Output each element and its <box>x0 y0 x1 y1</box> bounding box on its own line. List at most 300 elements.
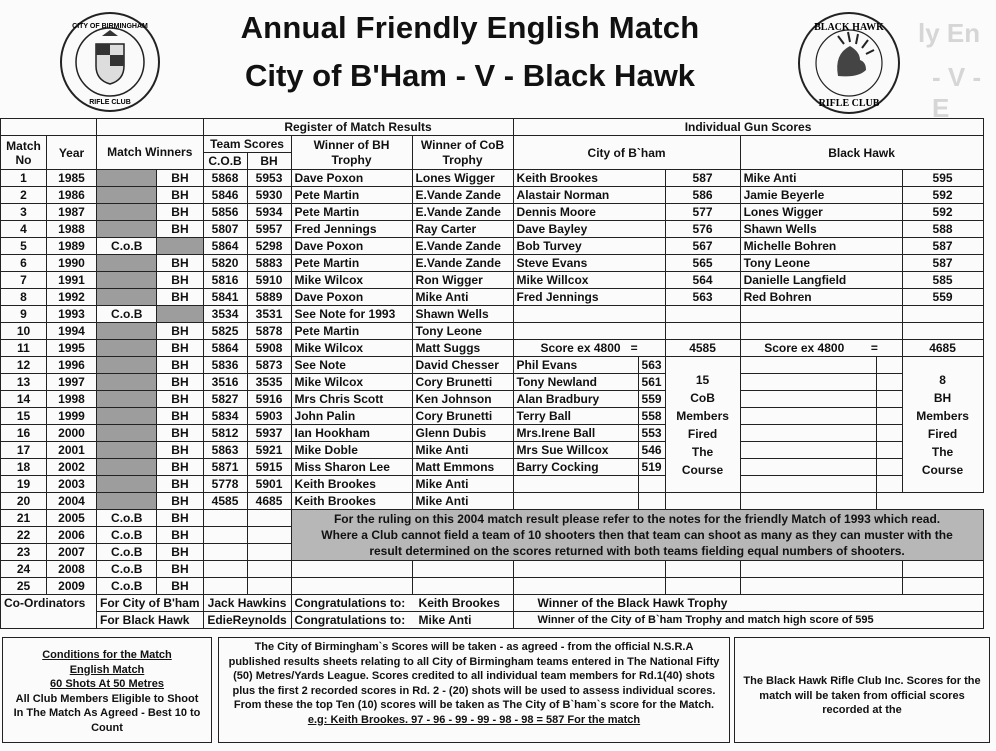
bh-trophy-winner-cell: Pete Martin <box>291 323 412 340</box>
bh-fired-line: The <box>931 444 954 459</box>
empty-cell <box>412 561 513 578</box>
bh-team-score-cell: 5930 <box>247 187 291 204</box>
empty-cell <box>513 306 665 323</box>
cob-team-score-cell: 5834 <box>203 408 247 425</box>
match-no-cell: 9 <box>1 306 47 323</box>
year-cell: 2009 <box>47 578 97 595</box>
cob-trophy-winner-cell: E.Vande Zande <box>412 255 513 272</box>
cob-individual-score: 586 <box>665 187 740 204</box>
winner-bh-cell: BH <box>157 561 203 578</box>
bh-fired-line: Course <box>921 462 964 477</box>
winner-bh-cell: BH <box>157 391 203 408</box>
rules-line: From these the top Ten (10) scores will be taken as The City of B`ham`s score for the Match. <box>233 699 715 711</box>
cob-team-score-cell: 5868 <box>203 170 247 187</box>
match-no-cell: 13 <box>1 374 47 391</box>
col-bh-score: BH <box>247 153 291 170</box>
cob-team-score-cell: 5827 <box>203 391 247 408</box>
year-cell: 2008 <box>47 561 97 578</box>
winner-cob-cell: C.o.B <box>97 544 157 561</box>
col-winner-cob-trophy: Winner of CoB Trophy <box>412 136 513 170</box>
bh-fired-line: BH <box>933 390 952 405</box>
table-row <box>1 391 984 408</box>
bh-trophy-winner-name: Keith Brookes <box>418 596 500 610</box>
table-row <box>1 561 984 578</box>
cob-team-score-cell: 5812 <box>203 425 247 442</box>
bh-team-score-cell: 5915 <box>247 459 291 476</box>
cob-trophy-winner-cell: Shawn Wells <box>412 306 513 323</box>
year-cell: 1998 <box>47 391 97 408</box>
table-row <box>1 170 984 187</box>
document-title: Annual Friendly English Match <box>240 10 700 45</box>
cob-2004-score: 546 <box>638 442 665 459</box>
conditions-match-type: English Match <box>69 663 145 676</box>
cob-individual-score: 567 <box>665 238 740 255</box>
year-cell: 1990 <box>47 255 97 272</box>
winner-bh-cell: BH <box>157 442 203 459</box>
bh-score-ex-total: 4685 <box>902 340 983 357</box>
winner-cob-cell: C.o.B <box>97 561 157 578</box>
match-no-cell: 4 <box>1 221 47 238</box>
cob-trophy-winner-text: Winner of the City of B`ham Trophy and match high score of 595 <box>513 612 983 629</box>
cob-individual-name: Alastair Norman <box>513 187 665 204</box>
empty-cell <box>665 578 740 595</box>
cob-individual-name: Mike Willcox <box>513 272 665 289</box>
empty-cell <box>513 561 665 578</box>
match-no-cell: 3 <box>1 204 47 221</box>
bh-team-score-cell: 4685 <box>247 493 291 510</box>
bh-fired-line: 8 <box>939 372 946 387</box>
match-no-cell: 22 <box>1 527 47 544</box>
table-row <box>1 442 984 459</box>
winner-bh-cell: BH <box>157 204 203 221</box>
cob-2004-name: Terry Ball <box>513 408 638 425</box>
bh-team-score-cell: 5934 <box>247 204 291 221</box>
match-no-cell: 17 <box>1 442 47 459</box>
cob-team-score-cell: 5863 <box>203 442 247 459</box>
col-winner-bh-trophy: Winner of BH Trophy <box>291 136 412 170</box>
table-row <box>1 323 984 340</box>
empty-cell <box>412 578 513 595</box>
shaded-cell <box>157 306 203 323</box>
bh-individual-score: 588 <box>902 221 983 238</box>
shaded-cell <box>97 204 157 221</box>
conditions-title: Conditions for the Match <box>42 649 172 661</box>
cob-scoring-rules <box>218 637 730 743</box>
empty-cell <box>740 442 876 459</box>
bh-trophy-winner-cell: Mrs Chris Scott <box>291 391 412 408</box>
cob-individual-name: Steve Evans <box>513 255 665 272</box>
col-match-no: Match No <box>1 136 47 170</box>
empty-cell <box>740 408 876 425</box>
empty-cell <box>665 306 740 323</box>
empty-cell <box>876 459 902 476</box>
table-row <box>1 238 984 255</box>
cob-trophy-winner-cell: Matt Suggs <box>412 340 513 357</box>
year-cell: 1987 <box>47 204 97 221</box>
bh-trophy-winner-cell: Mike Wilcox <box>291 272 412 289</box>
empty-cell <box>203 544 247 561</box>
bh-trophy-winner-cell: Keith Brookes <box>291 493 412 510</box>
cob-seal-icon <box>62 14 158 110</box>
match-no-cell: 21 <box>1 510 47 527</box>
cob-score-ex-label <box>513 340 665 357</box>
empty-cell <box>740 357 876 374</box>
empty-cell <box>902 306 983 323</box>
winner-bh-cell: BH <box>157 187 203 204</box>
svg-text:CITY OF BIRMINGHAM: CITY OF BIRMINGHAM <box>72 23 148 30</box>
empty-cell <box>740 476 876 493</box>
year-cell: 1985 <box>47 170 97 187</box>
bh-trophy-winner-cell: John Palin <box>291 408 412 425</box>
score-ex-label: Score ex 4800 <box>764 341 845 355</box>
bh-trophy-winner-cell: Pete Martin <box>291 204 412 221</box>
cob-2004-score: 519 <box>638 459 665 476</box>
bh-individual-name: Tony Leone <box>740 255 902 272</box>
bh-trophy-winner-cell: Dave Poxon <box>291 289 412 306</box>
bh-fired-line: Fired <box>927 426 958 441</box>
year-cell: 2005 <box>47 510 97 527</box>
table-row <box>1 187 984 204</box>
cob-team-score-cell: 5816 <box>203 272 247 289</box>
empty-cell <box>902 561 983 578</box>
cob-trophy-winner-cell: E.Vande Zande <box>412 187 513 204</box>
year-cell: 1993 <box>47 306 97 323</box>
table-row <box>1 357 984 374</box>
bleed-through-text: - V - E <box>932 62 982 123</box>
table-row <box>1 204 984 221</box>
shaded-cell <box>97 289 157 306</box>
empty-cell <box>876 476 902 493</box>
bh-individual-name: Jamie Beyerle <box>740 187 902 204</box>
shaded-cell <box>97 255 157 272</box>
cob-trophy-winner-cell: Mike Anti <box>412 493 513 510</box>
match-no-cell: 25 <box>1 578 47 595</box>
year-cell: 1986 <box>47 187 97 204</box>
empty-cell <box>203 561 247 578</box>
rules-line: published results sheets relating to all City of Birmingham teams entered in The National Fifty <box>228 655 720 668</box>
cob-team-score-cell: 5864 <box>203 238 247 255</box>
shaded-cell <box>97 187 157 204</box>
year-cell: 2002 <box>47 459 97 476</box>
coordinators-label: Co-Ordinators <box>1 595 97 612</box>
cob-fired-note <box>665 357 740 493</box>
empty-cell <box>876 374 902 391</box>
table-row <box>1 289 984 306</box>
cob-2004-score: 563 <box>638 357 665 374</box>
bh-individual-name: Danielle Langfield <box>740 272 902 289</box>
bh-trophy-winner-cell: Pete Martin <box>291 255 412 272</box>
cob-team-score-cell: 5864 <box>203 340 247 357</box>
bleed-through-text: ly En <box>918 18 981 48</box>
winner-bh-cell: BH <box>157 527 203 544</box>
col-black-hawk: Black Hawk <box>740 136 983 170</box>
cob-2004-name: Alan Bradbury <box>513 391 638 408</box>
rules-line: plus the first 2 recorded scores in Rd. 2 - (20) shots will be used to assess individual scores. <box>232 684 716 697</box>
cob-2004-score: 561 <box>638 374 665 391</box>
winner-bh-cell: BH <box>157 459 203 476</box>
rules-line: match will be taken from official scores <box>759 689 965 702</box>
bh-trophy-winner-cell: Fred Jennings <box>291 221 412 238</box>
cob-team-score-cell: 5836 <box>203 357 247 374</box>
ruling-note <box>291 510 983 561</box>
empty-cell <box>247 544 291 561</box>
table-row <box>1 374 984 391</box>
cob-2004-name: Barry Cocking <box>513 459 638 476</box>
empty-cell <box>638 476 665 493</box>
bh-individual-score: 585 <box>902 272 983 289</box>
cob-individual-name: Bob Turvey <box>513 238 665 255</box>
cob-trophy-winner-cell: Mike Anti <box>412 289 513 306</box>
bh-individual-name: Mike Anti <box>740 170 902 187</box>
cob-individual-name: Dennis Moore <box>513 204 665 221</box>
cob-team-score-cell: 5856 <box>203 204 247 221</box>
cob-2004-name: Phil Evans <box>513 357 638 374</box>
cob-team-score-cell: 5820 <box>203 255 247 272</box>
match-no-cell: 5 <box>1 238 47 255</box>
cob-trophy-winner-cell: Cory Brunetti <box>412 408 513 425</box>
table-row <box>1 306 984 323</box>
black-hawk-seal <box>798 12 900 114</box>
year-cell: 1988 <box>47 221 97 238</box>
cob-trophy-winner-cell: Ray Carter <box>412 221 513 238</box>
rules-line: The Black Hawk Rifle Club Inc. Scores for the <box>743 675 981 687</box>
match-no-cell: 24 <box>1 561 47 578</box>
empty-cell <box>203 527 247 544</box>
empty-cell <box>876 357 902 374</box>
cob-2004-score: 558 <box>638 408 665 425</box>
empty-cell <box>513 578 665 595</box>
cob-trophy-winner-cell: Lones Wigger <box>412 170 513 187</box>
col-cob-score: C.O.B <box>203 153 247 170</box>
table-row <box>1 459 984 476</box>
cob-trophy-winner-cell: Tony Leone <box>412 323 513 340</box>
year-cell: 2006 <box>47 527 97 544</box>
cob-fired-line: Fired <box>687 426 718 441</box>
year-cell: 1997 <box>47 374 97 391</box>
year-cell: 2000 <box>47 425 97 442</box>
empty-cell <box>740 306 902 323</box>
note-line: Where a Club cannot field a team of 10 shooters then that team can shoot as many as they can muster with the <box>321 528 953 542</box>
match-no-cell: 15 <box>1 408 47 425</box>
conditions-box <box>2 637 212 743</box>
congrats-label: Congratulations to: <box>294 596 406 610</box>
cob-trophy-winner-cell: David Chesser <box>412 357 513 374</box>
year-cell: 2003 <box>47 476 97 493</box>
cob-individual-score: 564 <box>665 272 740 289</box>
cob-team-score-cell: 5825 <box>203 323 247 340</box>
empty-cell <box>665 323 740 340</box>
winner-bh-cell: BH <box>157 221 203 238</box>
score-ex-eq: = <box>630 341 638 355</box>
bh-trophy-winner-cell: See Note for 1993 <box>291 306 412 323</box>
year-cell: 1996 <box>47 357 97 374</box>
bh-team-score-cell: 5921 <box>247 442 291 459</box>
winner-bh-cell: BH <box>157 170 203 187</box>
empty-cell <box>513 493 638 510</box>
bh-individual-score: 587 <box>902 255 983 272</box>
table-row <box>1 476 984 493</box>
black-hawk-seal-icon <box>800 14 898 112</box>
results-table <box>0 118 984 629</box>
cob-trophy-winner-cell: Cory Brunetti <box>412 374 513 391</box>
match-no-cell: 2 <box>1 187 47 204</box>
conditions-line: In The Match As Agreed - Best 10 to <box>13 707 201 719</box>
bh-individual-name: Shawn Wells <box>740 221 902 238</box>
empty-cell <box>876 408 902 425</box>
match-no-cell: 8 <box>1 289 47 306</box>
year-cell: 1992 <box>47 289 97 306</box>
match-no-cell: 12 <box>1 357 47 374</box>
empty-cell <box>740 323 902 340</box>
shaded-cell <box>97 323 157 340</box>
empty-cell <box>876 442 902 459</box>
conditions-line: Count <box>91 721 123 734</box>
cob-trophy-winner-name: Mike Anti <box>418 613 472 627</box>
table-row <box>1 425 984 442</box>
empty-cell <box>665 493 740 510</box>
bh-scoring-rules <box>734 637 990 743</box>
winner-bh-cell: BH <box>157 357 203 374</box>
cob-score-ex-total: 4585 <box>665 340 740 357</box>
winner-bh-cell: BH <box>157 255 203 272</box>
cob-team-score-cell: 5778 <box>203 476 247 493</box>
match-no-cell: 16 <box>1 425 47 442</box>
bh-team-score-cell: 5873 <box>247 357 291 374</box>
shaded-cell <box>97 170 157 187</box>
bh-individual-score: 587 <box>902 238 983 255</box>
bh-fired-line: Members <box>916 408 969 423</box>
match-no-cell: 10 <box>1 323 47 340</box>
empty-cell <box>740 459 876 476</box>
note-line: For the ruling on this 2004 match result please refer to the notes for the friendly Match of 1993 which read. <box>333 512 941 526</box>
empty-cell <box>876 391 902 408</box>
winner-cob-cell: C.o.B <box>97 578 157 595</box>
empty-cell <box>291 578 412 595</box>
cob-fired-line: CoB <box>690 390 715 405</box>
year-cell: 1995 <box>47 340 97 357</box>
year-cell: 1991 <box>47 272 97 289</box>
empty-cell <box>740 391 876 408</box>
bh-trophy-winner-cell: Pete Martin <box>291 187 412 204</box>
match-no-cell: 11 <box>1 340 47 357</box>
year-cell: 1994 <box>47 323 97 340</box>
bh-individual-name: Lones Wigger <box>740 204 902 221</box>
empty-cell <box>902 578 983 595</box>
empty-cell <box>1 612 97 629</box>
bh-individual-score: 595 <box>902 170 983 187</box>
cob-2004-score: 553 <box>638 425 665 442</box>
bh-team-score-cell: 5883 <box>247 255 291 272</box>
cob-coordinator-name: Jack Hawkins <box>203 595 291 612</box>
score-ex-eq: = <box>870 341 878 355</box>
note-line: result determined on the scores returned with both teams fielding equal numbers of shooters. <box>369 544 905 558</box>
bh-team-score-cell: 5910 <box>247 272 291 289</box>
cob-individual-score: 587 <box>665 170 740 187</box>
bh-trophy-winner-cell: Ian Hookham <box>291 425 412 442</box>
shaded-cell <box>97 357 157 374</box>
cob-fired-line: Members <box>676 408 729 423</box>
bh-individual-name: Michelle Bohren <box>740 238 902 255</box>
bh-trophy-winner-cell: Dave Poxon <box>291 170 412 187</box>
individual-scores-heading: Individual Gun Scores <box>513 119 983 136</box>
empty-cell <box>740 374 876 391</box>
cob-individual-score: 565 <box>665 255 740 272</box>
cob-team-score-cell: 5871 <box>203 459 247 476</box>
shaded-cell <box>97 442 157 459</box>
year-cell: 2007 <box>47 544 97 561</box>
col-year: Year <box>47 136 97 170</box>
winner-bh-cell: BH <box>157 374 203 391</box>
score-ex-label: Score ex 4800 <box>540 341 621 355</box>
cob-individual-name: Dave Bayley <box>513 221 665 238</box>
col-team-scores: Team Scores <box>203 136 291 153</box>
winner-bh-cell: BH <box>157 340 203 357</box>
bh-individual-name: Red Bohren <box>740 289 902 306</box>
table-row <box>1 510 984 527</box>
cob-trophy-winner-cell: Mike Anti <box>412 476 513 493</box>
empty-cell <box>513 476 638 493</box>
cob-2004-score: 559 <box>638 391 665 408</box>
table-row <box>1 272 984 289</box>
cob-fired-line: Course <box>681 462 724 477</box>
match-no-cell: 14 <box>1 391 47 408</box>
cob-2004-name: Tony Newland <box>513 374 638 391</box>
register-heading: Register of Match Results <box>203 119 513 136</box>
shaded-cell <box>97 221 157 238</box>
col-match-winners: Match Winners <box>97 136 204 170</box>
year-cell: 2001 <box>47 442 97 459</box>
empty-cell <box>740 561 902 578</box>
bh-team-score-cell: 5953 <box>247 170 291 187</box>
shaded-cell <box>157 238 203 255</box>
coordinators-row <box>1 595 984 612</box>
congrats-line-1 <box>291 595 513 612</box>
rules-line: (50) Metres/Yards League. Scores credited to all individual team members for Rd.1(40) shots <box>233 670 715 682</box>
cob-trophy-winner-cell: Ron Wigger <box>412 272 513 289</box>
cob-trophy-winner-cell: Matt Emmons <box>412 459 513 476</box>
empty-cell <box>203 578 247 595</box>
match-no-cell: 19 <box>1 476 47 493</box>
conditions-line: All Club Members Eligible to Shoot <box>15 692 199 705</box>
cob-team-score-cell: 5807 <box>203 221 247 238</box>
shaded-cell <box>97 272 157 289</box>
empty-cell <box>902 323 983 340</box>
rules-line: recorded at the <box>822 704 902 716</box>
empty-cell <box>203 510 247 527</box>
bh-score-ex-label <box>740 340 902 357</box>
cob-individual-score: 563 <box>665 289 740 306</box>
cob-2004-name: Mrs.Irene Ball <box>513 425 638 442</box>
bh-team-score-cell: 5878 <box>247 323 291 340</box>
svg-text:RIFLE CLUB: RIFLE CLUB <box>818 98 880 109</box>
cob-trophy-winner-cell: E.Vande Zande <box>412 204 513 221</box>
bh-trophy-winner-cell: Mike Wilcox <box>291 374 412 391</box>
rules-example: e.g: Keith Brookes. 97 - 96 - 99 - 99 - 98 - 98 = 587 For the match <box>307 713 641 726</box>
congrats-label: Congratulations to: <box>294 613 406 627</box>
shaded-cell <box>97 476 157 493</box>
match-no-cell: 7 <box>1 272 47 289</box>
bh-coordinator-label: For Black Hawk <box>97 612 204 629</box>
cob-trophy-winner-cell: E.Vande Zande <box>412 238 513 255</box>
bh-trophy-winner-cell: Dave Poxon <box>291 238 412 255</box>
cob-individual-score: 577 <box>665 204 740 221</box>
empty-cell <box>247 527 291 544</box>
table-row <box>1 340 984 357</box>
year-cell: 1989 <box>47 238 97 255</box>
winner-bh-cell: BH <box>157 425 203 442</box>
empty-cell <box>247 578 291 595</box>
shaded-cell <box>97 340 157 357</box>
